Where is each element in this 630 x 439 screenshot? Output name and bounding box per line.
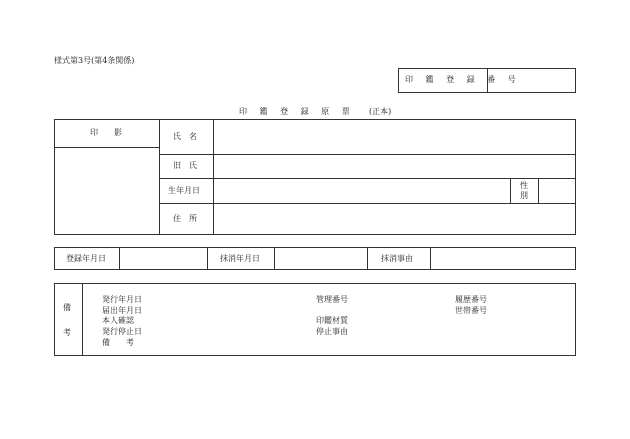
former-name-label: 旧 氏 — [173, 161, 197, 170]
seal-impression-area — [55, 148, 159, 234]
remarks-col2-item-0: 管理番号 — [316, 295, 348, 304]
form-number: 様式第3号(第4条関係) — [54, 56, 135, 65]
former-name-field[interactable] — [214, 155, 575, 178]
deletion-reason-label: 抹消事由 — [381, 254, 413, 263]
document-variant: (正本) — [369, 107, 392, 116]
birth-date-field[interactable] — [214, 179, 510, 203]
seal-impression-label: 印 影 — [90, 128, 122, 137]
remarks-col1-item-3: 発行停止日 — [102, 327, 142, 336]
address-field[interactable] — [214, 204, 575, 234]
birth-date-label: 生年月日 — [168, 186, 200, 195]
remarks-col3-item-1: 世帯番号 — [455, 306, 487, 315]
name-label: 氏 名 — [173, 132, 197, 141]
deleted-date-field[interactable] — [275, 248, 367, 269]
remarks-col1-item-0: 発行年月日 — [102, 295, 142, 304]
registration-number-label: 印 鑑 登 録 番 号 — [405, 75, 521, 84]
remarks-side-top: 備 — [63, 303, 71, 312]
sex-label-bottom: 別 — [520, 191, 528, 200]
deletion-reason-field[interactable] — [431, 248, 575, 269]
registered-date-field[interactable] — [120, 248, 207, 269]
remarks-col1-item-4: 備 考 — [102, 338, 134, 347]
remarks-col1-item-2: 本人確認 — [102, 316, 134, 325]
deleted-date-label: 抹消年月日 — [220, 254, 260, 263]
remarks-col3-item-0: 履歴番号 — [455, 295, 487, 304]
registered-date-label: 登録年月日 — [66, 254, 106, 263]
remarks-side-bottom: 考 — [63, 328, 71, 337]
remarks-col2-item-3: 停止事由 — [316, 327, 348, 336]
address-label: 住 所 — [173, 214, 197, 223]
remarks-col2-item-2: 印鑑材質 — [316, 316, 348, 325]
name-field[interactable] — [214, 120, 575, 154]
sex-label-top: 性 — [520, 181, 528, 190]
sex-field[interactable] — [539, 179, 575, 203]
remarks-col1-item-1: 届出年月日 — [102, 306, 142, 315]
document-title: 印 鑑 登 録 原 票 — [239, 107, 355, 116]
